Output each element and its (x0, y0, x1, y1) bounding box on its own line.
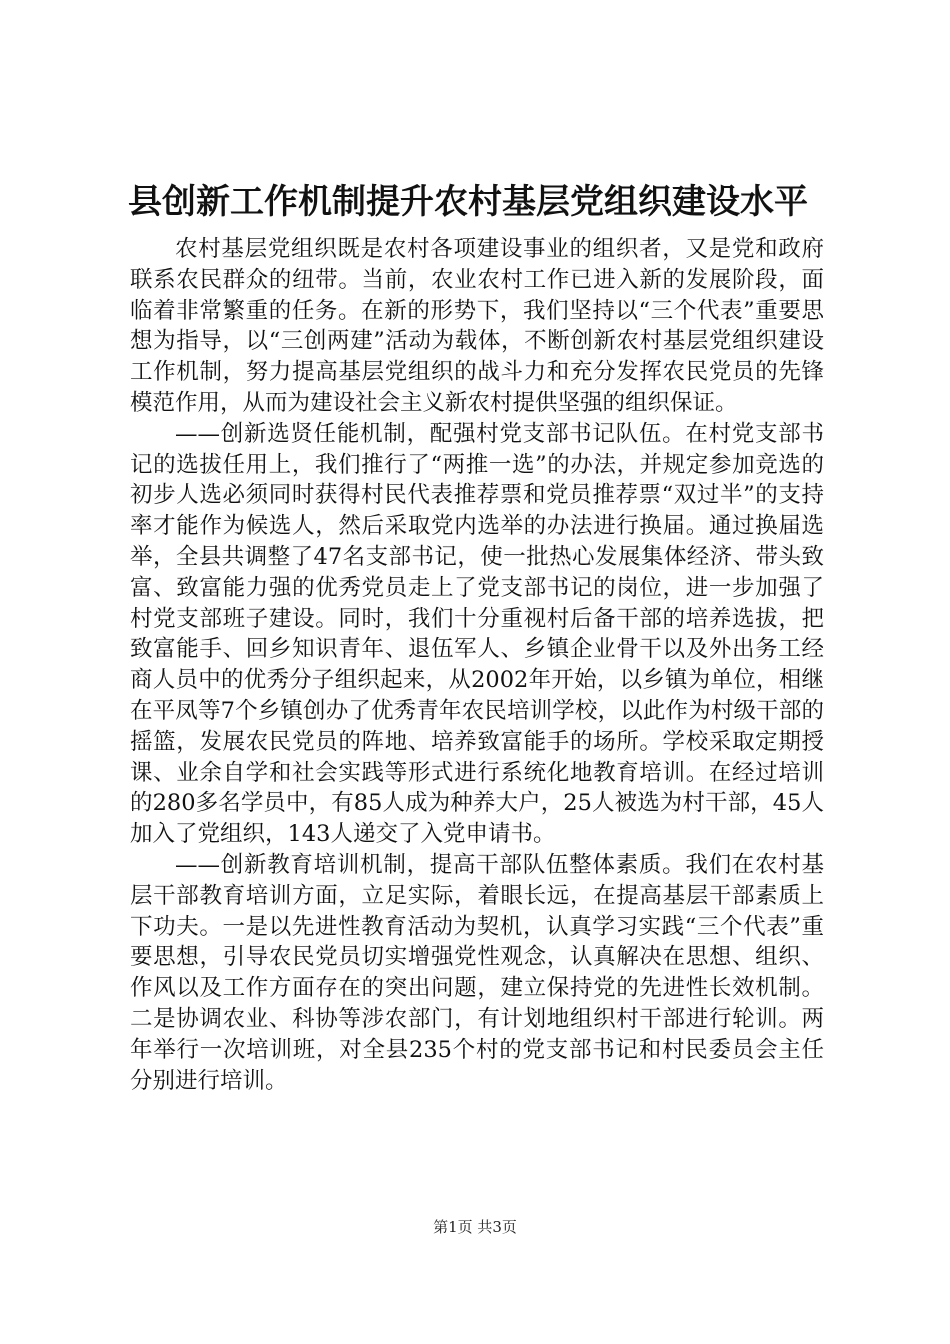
paragraph-selection-mechanism: ——创新选贤任能机制，配强村党支部书记队伍。在村党支部书记的选拔任用上，我们推行了“两推一选”的办法，并规定参加竞选的初步人选必须同时获得村民代表推荐票和党员推荐票“双过半”的支持率才能作为候选人，然后采取党内选举的办法进行换届。通过换届选举，全县共调整了47名支部书记，使一批热心发展集体经济、带头致富、致富能力强的优秀党员走上了党支部书记的岗位，进一步加强了村党支部班子建设。同时，我们十分重视村后备干部的培养选拔，把致富能手、回乡知识青年、退伍军人、乡镇企业骨干以及外出务工经商人员中的优秀分子组织起来，从2002年开始，以乡镇为单位，相继在平凤等7个乡镇创办了优秀青年农民培训学校，以此作为村级干部的摇篮，发展农民党员的阵地、培养致富能手的场所。学校采取定期授课、业余自学和社会实践等形式进行系统化地教育培训。在经过培训的280多名学员中，有85人成为种养大户，25人被选为村干部，45人加入了党组织，143人递交了入党申请书。 (130, 420, 824, 848)
page-number-footer: 第1页 共3页 (433, 1218, 517, 1236)
document-body (130, 234, 824, 1096)
paragraph-intro: 农村基层党组织既是农村各项建设事业的组织者，又是党和政府联系农民群众的纽带。当前，农业农村工作已进入新的发展阶段，面临着非常繁重的任务。在新的形势下，我们坚持以“三个代表”重要思想为指导，以“三创两建”活动为载体，不断创新农村基层党组织建设工作机制，努力提高基层党组织的战斗力和充分发挥农民党员的先锋模范作用，从而为建设社会主义新农村提供坚强的组织保证。 (130, 236, 824, 416)
paragraph-training-mechanism: ——创新教育培训机制，提高干部队伍整体素质。我们在农村基层干部教育培训方面，立足实际，着眼长远，在提高基层干部素质上下功夫。一是以先进性教育活动为契机，认真学习实践“三个代表”重要思想，引导农民党员切实增强党性观念，认真解决在思想、组织、作风以及工作方面存在的突出问题，建立保持党的先进性长效机制。二是协调农业、科协等涉农部门，有计划地组织村干部进行轮训。两年举行一次培训班，对全县235个村的党支部书记和村民委员会主任分别进行培训。 (130, 851, 824, 1094)
document-title: 县创新工作机制提升农村基层党组织建设水平 (128, 182, 808, 222)
